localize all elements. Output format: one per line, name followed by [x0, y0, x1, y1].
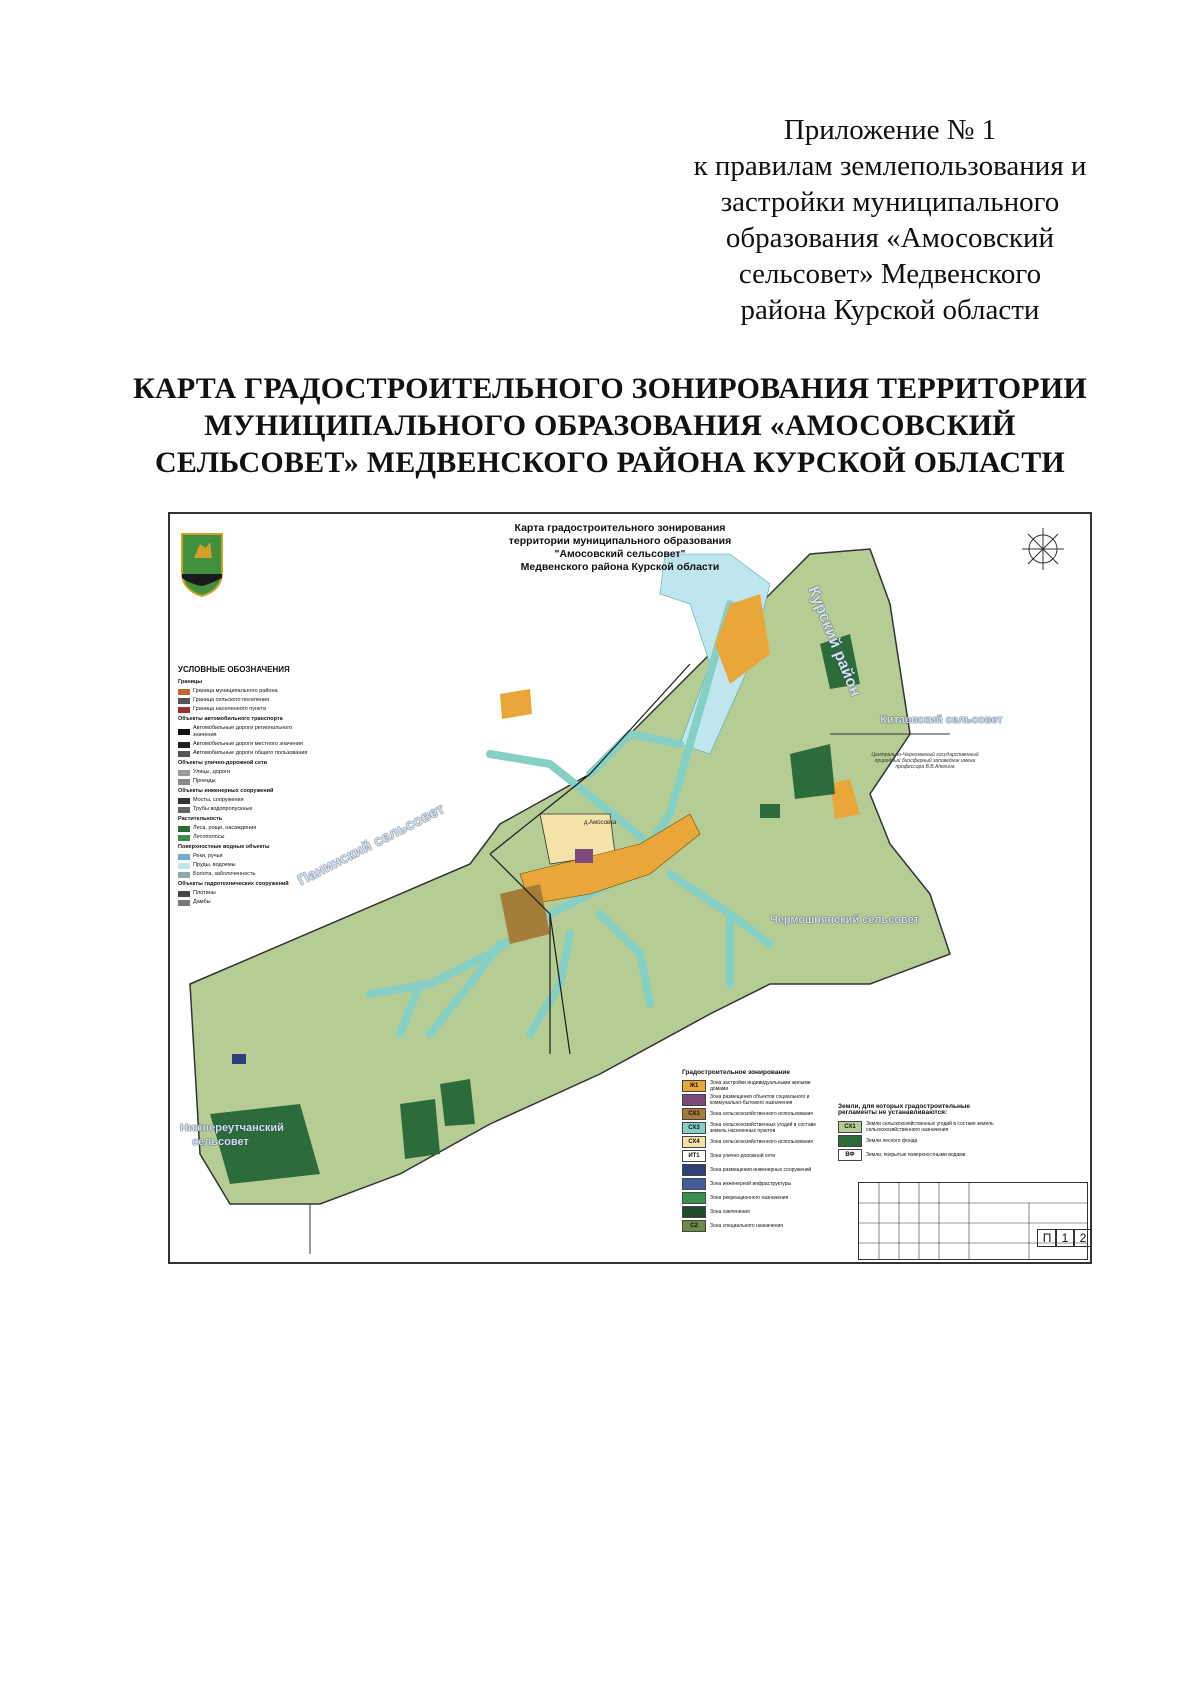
legend-item	[178, 871, 308, 878]
legend-heading: УСЛОВНЫЕ ОБОЗНАЧЕНИЯ	[178, 665, 290, 674]
legend-item-label: Трубы водопропускные	[193, 806, 253, 812]
zone-legend-item	[682, 1079, 822, 1093]
infrastructure-zone	[232, 1054, 246, 1064]
legend-swatch	[178, 891, 190, 897]
residential-zone	[500, 689, 532, 719]
zone-label: Зона сельскохозяйственного использования	[710, 1111, 814, 1117]
label-nizhnereutchansky: сельсовет	[192, 1136, 249, 1148]
legend-item-label: Граница муниципального района	[193, 688, 278, 694]
zone-code: СХ3	[682, 1122, 706, 1134]
appendix-line: района Курской области	[740, 294, 1040, 326]
zone-legend-item	[682, 1191, 822, 1205]
map-title	[440, 522, 800, 574]
legend-item-label: Пруды, водоемы	[193, 862, 236, 868]
appendix-line: к правилам землепользования и	[693, 150, 1087, 182]
legend-item	[178, 697, 308, 704]
zone-code	[682, 1164, 706, 1176]
legend-item	[178, 825, 308, 832]
sheet-number: 1	[1055, 1229, 1075, 1247]
legend-group-title: Объекты улично-дорожной сети	[178, 760, 268, 766]
zone-label: Земли, покрытые поверхностными водами	[866, 1152, 966, 1158]
legend-item	[178, 890, 308, 897]
zone-code: Ж1	[682, 1080, 706, 1092]
legend-group-title: Объекты автомобильного транспорта	[178, 716, 283, 722]
title-line: СЕЛЬСОВЕТ» МЕДВЕНСКОГО РАЙОНА КУРСКОЙ ОБЛАСТИ	[155, 446, 1065, 479]
zone-code: ВФ	[838, 1149, 862, 1161]
legend-item-label: Мосты, сооружения	[193, 797, 244, 803]
zone-legend-item	[682, 1135, 822, 1149]
forest	[440, 1079, 475, 1126]
zone-label: Зона улично-дорожной сети	[710, 1153, 776, 1159]
legend-item	[178, 769, 308, 776]
map-title-line: "Амосовский сельсовет"	[554, 548, 686, 560]
sheet-code: П	[1037, 1229, 1057, 1247]
title-block-stamp	[858, 1182, 1088, 1260]
legend-swatch	[178, 742, 190, 748]
zone-label: Земли лесного фонда	[866, 1138, 918, 1144]
document-title	[130, 370, 1090, 481]
zone-legend-item	[838, 1134, 1008, 1148]
zone-label: Зона сельскохозяйственных угодий в составе земель населенных пунктов	[710, 1122, 817, 1134]
legend-item	[178, 688, 308, 695]
legend-item	[178, 741, 308, 748]
legend-item	[178, 862, 308, 869]
zone-code: СХ1	[838, 1121, 862, 1133]
map-title-line: территории муниципального образования	[508, 535, 732, 547]
legend-group-title: Объекты инженерных сооружений	[178, 788, 274, 794]
zone-legend-item	[682, 1093, 822, 1107]
zoning-legend	[682, 1070, 822, 1233]
legend-swatch	[178, 835, 190, 841]
map-title-line: Карта градостроительного зонирования	[514, 522, 726, 534]
legend-item-label: Реки, ручьи	[193, 853, 223, 859]
zone-code	[682, 1178, 706, 1190]
zone-code	[682, 1192, 706, 1204]
legend-swatch	[178, 863, 190, 869]
legend-item	[178, 899, 308, 906]
zone-code	[682, 1094, 706, 1106]
title-line: МУНИЦИПАЛЬНОГО ОБРАЗОВАНИЯ «АМОСОВСКИЙ	[204, 409, 1016, 442]
zone-label: Зона озеленения	[710, 1209, 750, 1215]
legend-item-label: Автомобильные дороги местного значения	[193, 741, 303, 747]
zone-code: ИТ1	[682, 1150, 706, 1162]
legend-item	[178, 834, 308, 841]
map-title-line: Медвенского района Курской области	[520, 561, 720, 573]
legend-item-label: Леса, рощи, насаждения	[193, 825, 257, 831]
legend-group-title: Границы	[178, 679, 203, 685]
map-legend	[178, 664, 308, 908]
zone-legend-item	[682, 1163, 822, 1177]
zoning-legend-heading: Градостроительное зонирование	[682, 1069, 790, 1076]
legend-swatch	[178, 698, 190, 704]
zone-code: С2	[682, 1220, 706, 1232]
reserve-label: Центрально-Черноземный государственный природный биосферный заповедник имени профессора В.В.Алехина	[871, 752, 979, 770]
appendix-line: застройки муниципального	[720, 186, 1060, 218]
legend-swatch	[178, 872, 190, 878]
legend-item-label: Улицы, дороги	[193, 769, 231, 775]
label-nizhnereutchansky: Нижнереутчанский	[180, 1122, 284, 1134]
zone-legend-item	[838, 1148, 1008, 1162]
legend-swatch	[178, 900, 190, 906]
zone-legend-item	[682, 1121, 822, 1135]
legend-item-label: Лесополосы	[193, 834, 225, 840]
label-kitaevsky: Китаевский сельсовет	[880, 714, 1003, 726]
coat-of-arms-icon	[182, 534, 222, 596]
legend-item-label: Плотины	[193, 890, 216, 896]
zone-label: Зона размещения инженерных сооружений	[710, 1167, 812, 1173]
legend-group-title: Поверхностные водные объекты	[178, 844, 270, 850]
legend-swatch	[178, 751, 190, 757]
legend-swatch	[178, 779, 190, 785]
legend-swatch	[178, 770, 190, 776]
legend-item	[178, 750, 308, 757]
legend-item-label: Дамбы	[193, 899, 211, 905]
legend-group-title: Растительность	[178, 816, 223, 822]
zone-legend-item	[682, 1219, 822, 1233]
zone-code: СХ1	[682, 1108, 706, 1120]
legend-swatch	[178, 854, 190, 860]
label-kursky-district: Курский район	[804, 584, 864, 700]
appendix-line: Приложение № 1	[783, 114, 997, 146]
zone-label: Зона специального назначения	[710, 1223, 783, 1229]
appendix-line: образования «Амосовский	[725, 222, 1055, 254]
zoning-legend-heading: Земли, для которых градостроительные регламенты не устанавливаются:	[838, 1103, 971, 1116]
label-chermoshnyansky: Чермошнянский сельсовет	[770, 914, 920, 926]
zone-legend-item	[682, 1149, 822, 1163]
zone-code	[838, 1135, 862, 1147]
zone-legend-item	[682, 1177, 822, 1191]
legend-swatch	[178, 689, 190, 695]
legend-item	[178, 706, 308, 713]
legend-item-label: Автомобильные дороги общего пользования	[193, 750, 308, 756]
zoning-map	[168, 512, 1092, 1264]
zone-legend-item	[838, 1120, 1008, 1134]
legend-item-label: Проезды	[193, 778, 216, 784]
legend-item	[178, 778, 308, 785]
zone-label: Зона размещения объектов социального и коммунально-бытового назначения	[710, 1094, 810, 1106]
zone-code: СХ4	[682, 1136, 706, 1148]
forest	[760, 804, 780, 818]
zone-label: Зона рекреационного назначения	[710, 1195, 789, 1201]
stamp-grid	[859, 1183, 1087, 1259]
legend-item-label: Болота, заболоченность	[193, 871, 256, 877]
zone-label: Земли сельскохозяйственных угодий в составе земель сельскохозяйственного назначения	[866, 1121, 994, 1133]
legend-swatch	[178, 807, 190, 813]
legend-item-label: Граница сельского поселения	[193, 697, 270, 703]
label-panino: Панинский сельсовет	[295, 800, 448, 890]
zone-legend-item	[682, 1107, 822, 1121]
zone-label: Зона инженерной инфраструктуры	[710, 1181, 792, 1187]
village-label: д.Амосовка	[584, 820, 617, 826]
zone-legend-item	[682, 1205, 822, 1219]
legend-swatch	[178, 729, 190, 735]
zone-label: Зона сельскохозяйственного использования	[710, 1139, 814, 1145]
sheets-total: 2	[1073, 1229, 1092, 1247]
legend-item	[178, 725, 308, 739]
public-zone	[575, 849, 593, 863]
forest	[400, 1099, 440, 1159]
legend-item	[178, 853, 308, 860]
legend-swatch	[178, 826, 190, 832]
legend-swatch	[178, 798, 190, 804]
legend-swatch	[178, 707, 190, 713]
appendix-note	[640, 112, 1140, 328]
legend-item	[178, 797, 308, 804]
zone-code	[682, 1206, 706, 1218]
legend-item-label: Граница населенного пункта	[193, 706, 266, 712]
title-line: КАРТА ГРАДОСТРОИТЕЛЬНОГО ЗОНИРОВАНИЯ ТЕРРИТОРИИ	[133, 372, 1087, 405]
legend-item-label: Автомобильные дороги регионального значения	[193, 725, 293, 738]
compass-rose-icon	[1022, 528, 1064, 570]
appendix-line: сельсовет» Медвенского	[738, 258, 1042, 290]
nonregulated-legend	[838, 1104, 1008, 1162]
zone-label: Зона застройки индивидуальными жилыми домами	[710, 1080, 811, 1092]
legend-item	[178, 806, 308, 813]
legend-group-title: Объекты гидротехнических сооружений	[178, 881, 289, 887]
